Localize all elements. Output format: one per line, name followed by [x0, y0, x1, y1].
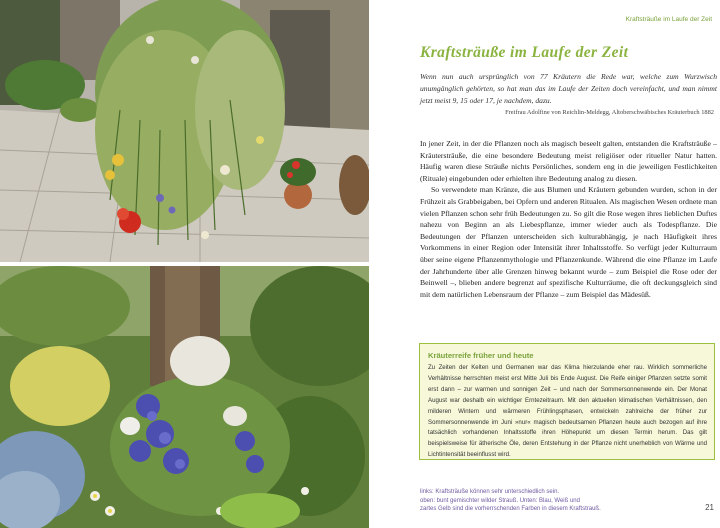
- info-box: [419, 343, 715, 460]
- right-page: [369, 0, 720, 528]
- running-head: Kraftsträuße im Laufe der Zeit: [625, 16, 712, 23]
- body-text: [420, 138, 717, 300]
- info-box-text: Zu Zeiten der Kelten und Germanen war das Klima hierzulande eher rau. Wirklich sommerliche Verhältnisse herrschten meist erst Mitte Juli bis Ende August. Die Reife einiger Pflanzen setzte somit erst dann – zur warmen und sonnigen Zeit – und nach der Sommersonnenwende ein. Der Monat August war deshalb ein wichtiger Erntezeitraum. Mit den aktuellen klimatischen Verhältnissen, den milderen Wintern und wärmeren Frühlingsphasen, entwickeln zahlreiche der früher zur Sommersonnenwende im Juni »nur« magisch bedeutsamen Pflanzen heute auch bezogen auf ihre tatsächlich vorhandenen Inhaltsstoffe ihren Höhepunkt um diesen Termin herum. Das gilt beispielsweise für ätherische Öle, deren Entstehung in der Pflanze nicht unerheblich von Wärme und Lichtintensität beeinflusst wird.: [428, 364, 707, 459]
- epigraph-source: Freifrau Adolfine von Reichlin-Meldegg, Altoberschwäbisches Kräuterbuch 1882: [505, 109, 714, 116]
- caption-line: oben: bunt gemischter wilder Strauß. Unten: Blau, Weiß und: [420, 497, 580, 504]
- body-paragraph: So verwendete man Kränze, die aus Blumen und Kräutern gebunden wurden, schon in der Frühzeit als Grabbeigaben, bei Opfern und anderen Ritualen. Als magischen Wesen ordnete man vielen Pflanzen schon sehr früh Bedeutungen zu. So gilt die Rose wegen ihres lieblichen Duftes nahezu von Beginn an als Liebespflanze, immer wieder auch als Todespflanze. Die Bedeutungen der Pflanzen unterscheiden sich kulturabhängig, je nach Häufigkeit ihres Vorkommens in einer Region oder Intensität ihrer Inhaltsstoffe. So verfügt jeder Kulturraum über seine eigene Pflanzenmythologie und Pflanzenkunde. Während die eine Pflanze im Laufe der Jahrhunderte über alle Grenzen hinweg bekannt wurde – zum Beispiel die Rose oder der Beinwell –, blieben andere begrenzt auf spezifische Kulturräume, die oft deckungsgleich sind mit dem natürlichen Lebensraum der Pflanze – zum Beispiel das Mädesüß.: [420, 185, 717, 299]
- photo-caption: [420, 488, 620, 514]
- photo-garden-bouquet-image: [0, 266, 369, 528]
- caption-line: zartes Gelb sind die vorherrschenden Farben in diesem Kraftstrauß.: [420, 506, 601, 513]
- photo-garden-bouquet: [0, 266, 369, 528]
- photo-hanging-bouquet: [0, 0, 369, 262]
- photo-hanging-bouquet-image: [0, 0, 369, 262]
- info-box-title: Kräuterreife früher und heute: [428, 351, 534, 360]
- chapter-title: Kraftsträuße im Laufe der Zeit: [420, 44, 629, 61]
- caption-line: links: Kraftsträuße können sehr unterschiedlich sein.: [420, 489, 560, 495]
- page-number: 21: [705, 503, 714, 512]
- epigraph-quote: Wenn nun auch ursprünglich von 77 Kräutern die Rede war, welche zum Wurzwisch unumgänglich gehörten, so hat man das im Laufe der Zeiten doch vereinfacht, und man nimmt jetzt meist 9, 15 oder 17, je nachdem, dazu.: [420, 72, 717, 105]
- body-paragraph: In jener Zeit, in der die Pflanzen noch als magisch beseelt galten, entstanden die Kraftsträuße – Kräutersträuße, die eine besondere Bedeutung meist religiöser oder ritueller Natur hatten. Häufig waren diese Sträuße nichts Persönliches, sondern eng in die jeweiligen Festlichkeiten (Rituale) eingebunden oder erhielten ihre Bedeutung analog zu diesen.: [420, 139, 717, 183]
